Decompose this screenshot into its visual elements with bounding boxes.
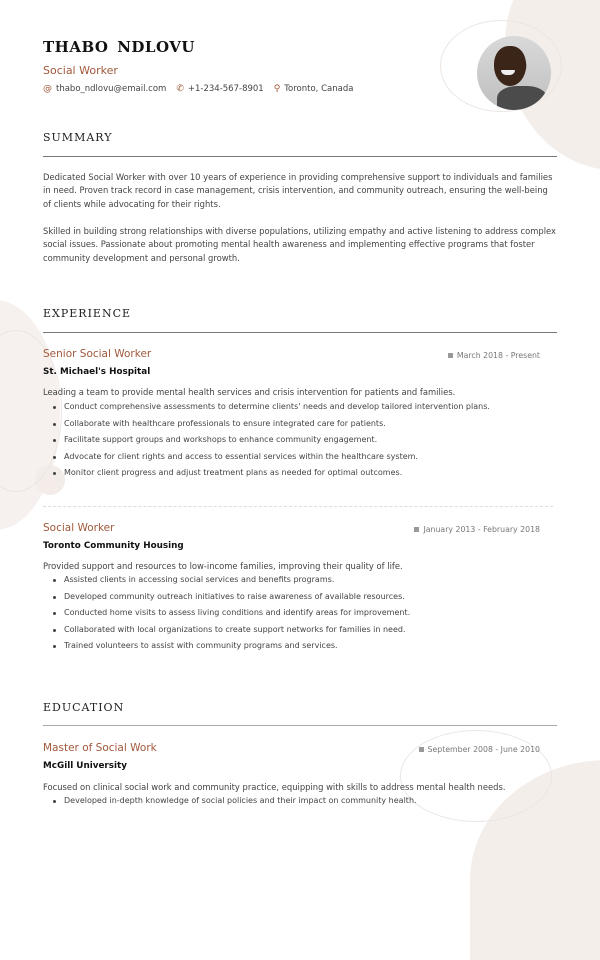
list-item: Assisted clients in accessing social services and benefits programs. — [52, 574, 410, 591]
job-description: Leading a team to provide mental health services and crisis intervention for patients and families. — [43, 387, 456, 397]
photo-shirt — [497, 86, 547, 110]
school-name: McGill University — [43, 761, 127, 771]
section-divider — [43, 156, 557, 157]
contact-location — [274, 84, 354, 94]
summary-paragraph: Skilled in building strong relationships with diverse populations, utilizing empathy and active listening to address complex social issues. Passionate about promoting mental health awareness and implementing effective programs that foster community development and personal growth. — [43, 226, 556, 263]
list-item: Collaborate with healthcare professionals to ensure integrated care for patients. — [52, 418, 490, 435]
list-item: Facilitate support groups and workshops to enhance community engagement. — [52, 434, 490, 451]
entry-divider — [43, 506, 553, 507]
education-description: Focused on clinical social work and community practice, equipping with skills to address mental health needs. — [43, 782, 506, 792]
email-text: thabo_ndlovu@email.com — [56, 84, 167, 94]
education-bullets — [52, 795, 417, 812]
job-dates — [414, 525, 540, 534]
education-dates — [419, 745, 541, 754]
job-organization: Toronto Community Housing — [43, 541, 184, 551]
location-text: Toronto, Canada — [284, 84, 354, 94]
experience-heading: EXPERIENCE — [43, 307, 132, 320]
degree-title: Master of Social Work — [43, 742, 157, 754]
list-item: Trained volunteers to assist with community programs and services. — [52, 640, 410, 657]
calendar-icon — [448, 353, 453, 358]
job-bullets — [52, 401, 490, 484]
photo-face — [494, 46, 526, 86]
list-item: Advocate for client rights and access to essential services within the healthcare system. — [52, 451, 490, 468]
education-heading: EDUCATION — [43, 701, 125, 714]
calendar-icon — [419, 747, 424, 752]
list-item: Conducted home visits to assess living conditions and identify areas for improvement. — [52, 607, 410, 624]
date-text: September 2008 - June 2010 — [427, 745, 540, 754]
list-item: Monitor client progress and adjust treatment plans as needed for optimal outcomes. — [52, 467, 490, 484]
phone-text: +1-234-567-8901 — [187, 84, 264, 94]
date-text: January 2013 - February 2018 — [423, 525, 540, 534]
job-bullets — [52, 574, 410, 657]
job-title: Social Worker — [43, 522, 115, 534]
section-divider — [43, 332, 557, 333]
contact-phone[interactable] — [176, 84, 263, 94]
summary-heading: SUMMARY — [43, 131, 113, 144]
contact-info — [43, 84, 353, 94]
job-dates — [448, 351, 540, 360]
contact-email[interactable] — [43, 84, 166, 94]
section-divider — [43, 725, 557, 726]
calendar-icon — [414, 527, 419, 532]
job-title: Senior Social Worker — [43, 348, 152, 360]
candidate-role: Social Worker — [43, 64, 118, 77]
background-leaf-line — [400, 730, 552, 822]
list-item: Conduct comprehensive assessments to determine clients' needs and develop tailored intervention plans. — [52, 401, 490, 418]
candidate-name: THABO NDLOVU — [43, 38, 196, 56]
job-organization: St. Michael's Hospital — [43, 367, 151, 377]
date-text: March 2018 - Present — [456, 351, 540, 360]
at-icon: @ — [43, 84, 52, 94]
list-item: Developed in-depth knowledge of social policies and their impact on community health. — [52, 795, 417, 812]
list-item: Collaborated with local organizations to create support networks for families in need. — [52, 624, 410, 641]
summary-paragraph: Dedicated Social Worker with over 10 years of experience in providing comprehensive support to individuals and families in need. Proven track record in case management, crisis intervention, and community outreach, ensuring the well-being of clients while advocating for their rights. — [43, 172, 553, 209]
profile-photo — [477, 36, 551, 110]
map-pin-icon: ⚲ — [273, 84, 281, 94]
job-description: Provided support and resources to low-income families, improving their quality of life. — [43, 561, 403, 571]
list-item: Developed community outreach initiatives to raise awareness of available resources. — [52, 591, 410, 608]
phone-icon: ✆ — [176, 84, 184, 94]
